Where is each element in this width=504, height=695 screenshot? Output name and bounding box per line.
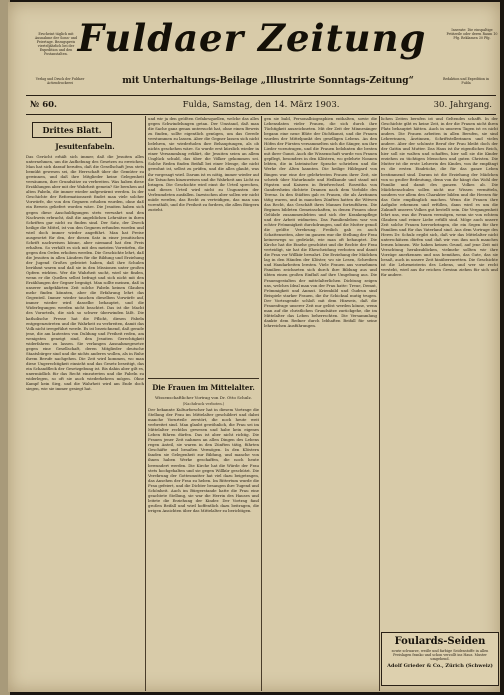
- article-body-continued: lichen Zeiten berufen ist und Geltendes schafft. In der Geschichte gibt es keine Zeit, in der die Frauen nicht ihren Platz behauptet hätten. Auch in unseren Tagen ist es nicht anders. Die Frauen arbeiten in allen Berufen, sie sind Lehrerinnen, Ärztinnen, Schriftstellerinnen und vieles andere. Aber der schönste Beruf der Frau bleibt doch der der Gattin und Mutter. Das Haus ist ihr eigentliches Reich, hier soll sie walten und schaffen, hier soll sie die Kinder erziehen zu tüchtigen Menschen und guten Christen. Die Mutter ist die erste Lehrerin des Kindes, von ihr empfängt es die ersten Eindrücke, die für das ganze Leben bestimmend sind. Darum ist die Erziehung der Mädchen von so großer Bedeutung, denn von ihr hängt das Wohl der Familie und damit des ganzen Volkes ab. Die Mädchenschulen sollen nicht nur Wissen vermitteln, sondern vor allem den Charakter bilden und die Herzen für das Gute empfänglich machen. Wenn die Frauen ihre Aufgabe erkennen und erfüllen, dann wird es um die Zukunft unseres Volkes gut bestellt sein. Die Vergangenheit lehrt uns, was die Frauen vermögen, wenn sie von echtem Glauben und reiner Liebe erfüllt sind. Möge auch unsere Zeit solche Frauen hervorbringen, die ein Segen für ihre Familien und für das Vaterland sind. Aus dem Vortrage des Herrn Dr. Schulz ergibt sich, daß wir das Mittelalter nicht unterschätzen dürfen und daß wir von ihm noch manches lernen können. Wir haben keinen Grund, auf jene Zeit mit Verachtung herabzublicken, vielmehr sollten wir ihre Vorzüge anerkennen und uns bemühen, das Gute, das sie besaß, auch in unsere Zeit hinüberzuretten. Die Geschichte ist die Lehrmeisterin des Lebens, und wer sie recht versteht, wird aus ihr reichen Gewinn ziehen für sich und für andere.: [381, 116, 498, 278]
- article-text-container: [148, 407, 259, 669]
- supplement-subtitle: mit Unterhaltungs-Beilage „Illustrirte Sonntags-Zeitung“: [122, 76, 414, 86]
- article-text-container: [26, 154, 144, 692]
- article-body: Das Gerücht erhält sich immer, daß die Jesuiten alles unternehmen, um die Aufhebung des Gesetzes zu erreichen. Man hat sich darauf berufen, daß die Gesellschaft Jesu stets bemüht gewesen sei, die Herrschaft über die Gemüter zu gewinnen, und daß ihre Mitglieder keine Gelegenheit versäumen, ihre Grundsätze zu verbreiten. Was haben diese Erzählungen aber mit der Wahrheit gemein? Sie beruhen auf alten Fabeln, die immer wieder aufgewärmt werden. In der Geschichte der Reformationszeit findet man viele solcher Vorwürfe, die von den Gegnern erhoben wurden, ohne daß ein Beweis geliefert worden wäre. Die Jesuiten haben sich gegen diese Anschuldigungen stets verwahrt und den Nachweis erbracht, daß die angeblichen Lehrsätze in ihren Schriften gar nicht zu finden sind. Der Satz, der Zweck heilige die Mittel, ist von den Gegnern erfunden worden und wird doch immer wieder angeführt. Man hat Preise ausgesetzt für den, der diesen Satz in einer jesuitischen Schrift nachweisen könne, aber niemand hat den Preis erhalten. So verhält es sich mit den meisten Vorwürfen, die gegen den Orden erhoben werden. Die Geschichte lehrt, daß die Jesuiten in allen Ländern für die Bildung und Erziehung der Jugend Großes geleistet haben, daß ihre Schulen berühmt waren und daß sie in den Missionen unter großen Opfern wirkten. Wer die Wahrheit sucht, wird sie finden, wenn er die Quellen selbst befragt und sich nicht mit den Erzählungen der Gegner begnügt. Man sollte meinen, daß in unserer aufgeklärten Zeit solche Fabeln keinen Glauben mehr finden könnten, aber die Erfahrung lehrt das Gegenteil. Immer wieder tauchen dieselben Vorwürfe auf, immer wieder wird dasselbe behauptet, und die Widerlegungen werden nicht beachtet. Das ist die Macht des Vorurteils, die sich so schwer überwinden läßt. Die katholische Presse hat die Pflicht, diesen Fabeln entgegenzutreten und die Wahrheit zu verbreiten, damit das Volk nicht irregeführt werde. Es ist bezeichnend, daß gerade jene, die am lautesten von Duldung und Freiheit reden, am wenigsten geneigt sind, den Jesuiten Gerechtigkeit widerfahren zu lassen. Sie verlangen Ausnahmegesetze gegen eine Gesellschaft, deren Mitglieder deutsche Staatsbürger sind und die nichts anderes wollen, als in Ruhe ihrem Berufe nachgehen. Die Zeit wird kommen, wo man diese Ungerechtigkeit einsieht und das Gesetz beseitigt, das ein Schandfleck der Gesetzgebung ist. Bis dahin aber gilt es, unermüdlich für das Recht einzutreten und die Fabeln zu widerlegen, so oft sie auch wiederkehren mögen. Ohne Kampf kein Sieg, und die Wahrheit wird am Ende doch siegen, wie sie immer gesiegt hat.: [26, 154, 144, 392]
- column-divider: [261, 116, 262, 691]
- section-label-box: Drittes Blatt.: [32, 122, 112, 138]
- issue-date: Fulda, Samstag, den 14. März 1903.: [182, 100, 340, 110]
- issue-number: № 60.: [30, 100, 57, 110]
- article-body-continued: gen sie bald, Personalbiographien enthalten, sowie die Lebensdaten vieler Frauen, die sich durch ihre Tüchtigkeit auszeichneten. Mit der Zeit der Minnesänger begann eine neue Blüte der Dichtkunst, und die Frauen wurden der Mittelpunkt des geselligen Lebens. An den Höfen der Fürsten versammelten sich die Sänger, um ihre Lieder vorzutragen, und die Frauen belohnten die besten mit ihrer Gunst. Auch die Wissenschaft wurde von Frauen gepflegt, besonders in den Klöstern, wo gelehrte Nonnen lebten, die in lateinischer Sprache schrieben und die Werke der Alten kannten. Die heilige Hildegard von Bingen war eine der gelehrtesten Frauen ihrer Zeit, sie schrieb über Naturkunde und Heilkunde und stand mit Päpsten und Kaisern in Briefwechsel. Roswitha von Gandersheim dichtete Dramen nach dem Vorbilde des Terenz. In den Städten gab es Frauen, die als Ärztinnen tätig waren, und in manchen Zünften hatten die Witwen das Recht, das Geschäft ihres Mannes fortzuführen. Die Beginen bildeten Gemeinschaften, in denen Frauen ohne Gelübde zusammenlebten und sich der Krankenpflege und der Arbeit widmeten. Das Familienleben war von echter Frömmigkeit durchdrungen, und die Mutter genoß die größte Verehrung. Freilich gab es auch Schattenseiten, aber im ganzen war die Stellung der Frau keineswegs so gedrückt, wie man oft behauptet. Die Kirche hat die Einehe geschützt und die Rechte der Frau verteidigt, sie hat die Ehescheidung verboten und damit die Frau vor Willkür bewahrt. Die Erziehung der Mädchen lag in den Händen der Klöster, wo sie Lesen, Schreiben und Handarbeiten lernten. Viele Frauen aus vornehmen Familien zeichneten sich durch ihre Bildung aus und übten einen großen Einfluß auf ihre Umgebung aus. Die Frauengestalten der mittelalterlichen Dichtung zeigen uns, welches Ideal man von der Frau hatte: Treue, Demut, Frömmigkeit und Anmut. Kriemhild und Gudrun sind Beispiele starker Frauen, die ihr Schicksal mutig trugen. Der Vortragende schloß mit dem Hinweis, daß die Frauenfrage unserer Zeit nur gelöst werden könne, wenn man auf die christlichen Grundsätze zurückgehe, die im Mittelalter das Leben beherrschten. Die Versammlung dankte dem Redner durch lebhaften Beifall für seine lehrreichen Ausführungen.: [264, 116, 377, 328]
- left-ear-notice: Erscheint täglich mit Ausnahme der Sonn- und Feiertage. Bezugspreis vierteljährlich bei der Expedition und den Postanstalten.: [34, 32, 78, 56]
- newspaper-title: [66, 16, 438, 60]
- section-rule: [148, 378, 259, 379]
- article-body-continued: und wir ja den größten Gefahrsquellen, welche das alles gegen Schwindelungen getan. Der Umstand, daß man die Sache ganz genau untersucht hat, ohne einen Beweis zu finden, sollte eigentlich genügen, um das Gerede verstummen zu lassen. Aber die Gegner lassen sich nicht belehren, sie wiederholen ihre Behauptungen, als ob nichts geschehen wäre. So wurde erst kürzlich wieder in einer Versammlung erklärt, die Jesuiten seien an allem Unglück schuld, das über die Völker gekommen sei. Solche Reden finden Beifall bei einer Menge, die nicht gewohnt ist, selbst zu prüfen, und die alles glaubt, was ihr vorgesagt wird. Darum ist es nötig, immer wieder auf die Tatsachen hinzuweisen und die Wahrheit ans Licht zu bringen. Die Geschichte wird einst ihr Urteil sprechen, und dieses Urteil wird nicht zu Ungunsten der Verleumdeten ausfallen. Inzwischen aber sollen wir nicht müde werden, das Recht zu verteidigen, das man uns vorenthält, und die Freiheit zu fordern, die allen Bürgern zusteht.: [148, 116, 259, 212]
- title-text: Fuldaer Zeitung: [77, 16, 427, 60]
- column-divider: [379, 116, 380, 691]
- editorial-note: Redaktion und Expedition in Fulda: [442, 77, 490, 85]
- article-byline: Wissenschaftlicher Vortrag von Dr. Otto Schulz.: [155, 395, 252, 400]
- article-body: Der bekannte Kulturforscher hat in diesem Vortrage die Stellung der Frau im Mittelalter geschildert und dabei manche Vorurteile zerstört, die noch heute weit verbreitet sind. Man glaubt gewöhnlich, die Frau sei im Mittelalter rechtlos gewesen und habe kein eigenes Leben führen dürfen. Das ist aber nicht richtig. Die Frauen jener Zeit nahmen an allen Dingen des Lebens regen Anteil, sie waren in den Zünften tätig, führten Geschäfte und besaßen Vermögen. In den Klöstern fanden sie Gelegenheit zur Bildung, und manche von ihnen haben Werke geschaffen, die noch heute bewundert werden. Die Kirche hat die Würde der Frau stets hochgehalten und sie gegen Willkür geschützt. Die Verehrung der Gottesmutter hat viel dazu beigetragen, das Ansehen der Frau zu heben. Im Rittertum wurde die Frau gefeiert, und die Dichter besangen ihre Tugend und Schönheit. Auch im Bürgerstande hatte die Frau eine geachtete Stellung, sie war die Herrin des Hauses und leitete die Erziehung der Kinder. Der Vortrag fand großen Beifall und wird hoffentlich dazu beitragen, die irrigen Ansichten über das Mittelalter zu berichtigen.: [148, 407, 259, 513]
- column-4: [381, 116, 498, 624]
- column-1: [26, 116, 144, 692]
- volume-year: 30. Jahrgang.: [433, 100, 492, 110]
- article-text-container: [264, 116, 377, 688]
- article-heading: Die Frauen im Mittelalter.: [152, 383, 255, 392]
- article-heading: Jesuitenfabeln.: [55, 142, 115, 151]
- article-text-container: [148, 116, 259, 374]
- article-text-container: [381, 116, 498, 624]
- issue-info-bar: [26, 95, 496, 115]
- publisher-note: Verlag und Druck der Fuldaer Actiendruckerei: [35, 77, 85, 85]
- reprint-notice: (Nachdruck verboten.): [182, 402, 225, 406]
- newspaper-page: [8, 2, 500, 692]
- column-3: [264, 116, 377, 688]
- ad-firm: Adolf Grieder & Co., Zürich (Schweiz): [387, 663, 493, 669]
- advertisement-box: [381, 632, 499, 686]
- column-2: [148, 116, 259, 669]
- ad-headline: Foulards-Seiden: [394, 636, 486, 647]
- right-ear-notice: Inserate: Die einspaltige Petitzeile oder deren Raum 10 Pfg. Reklamen 30 Pfg.: [446, 28, 498, 40]
- ad-text: sowie schwarze, weiße und farbige Seidenstoffe in allen Preislagen franko und schon verzollt ins Haus. Muster umgehend.: [391, 649, 489, 661]
- column-divider: [145, 116, 146, 691]
